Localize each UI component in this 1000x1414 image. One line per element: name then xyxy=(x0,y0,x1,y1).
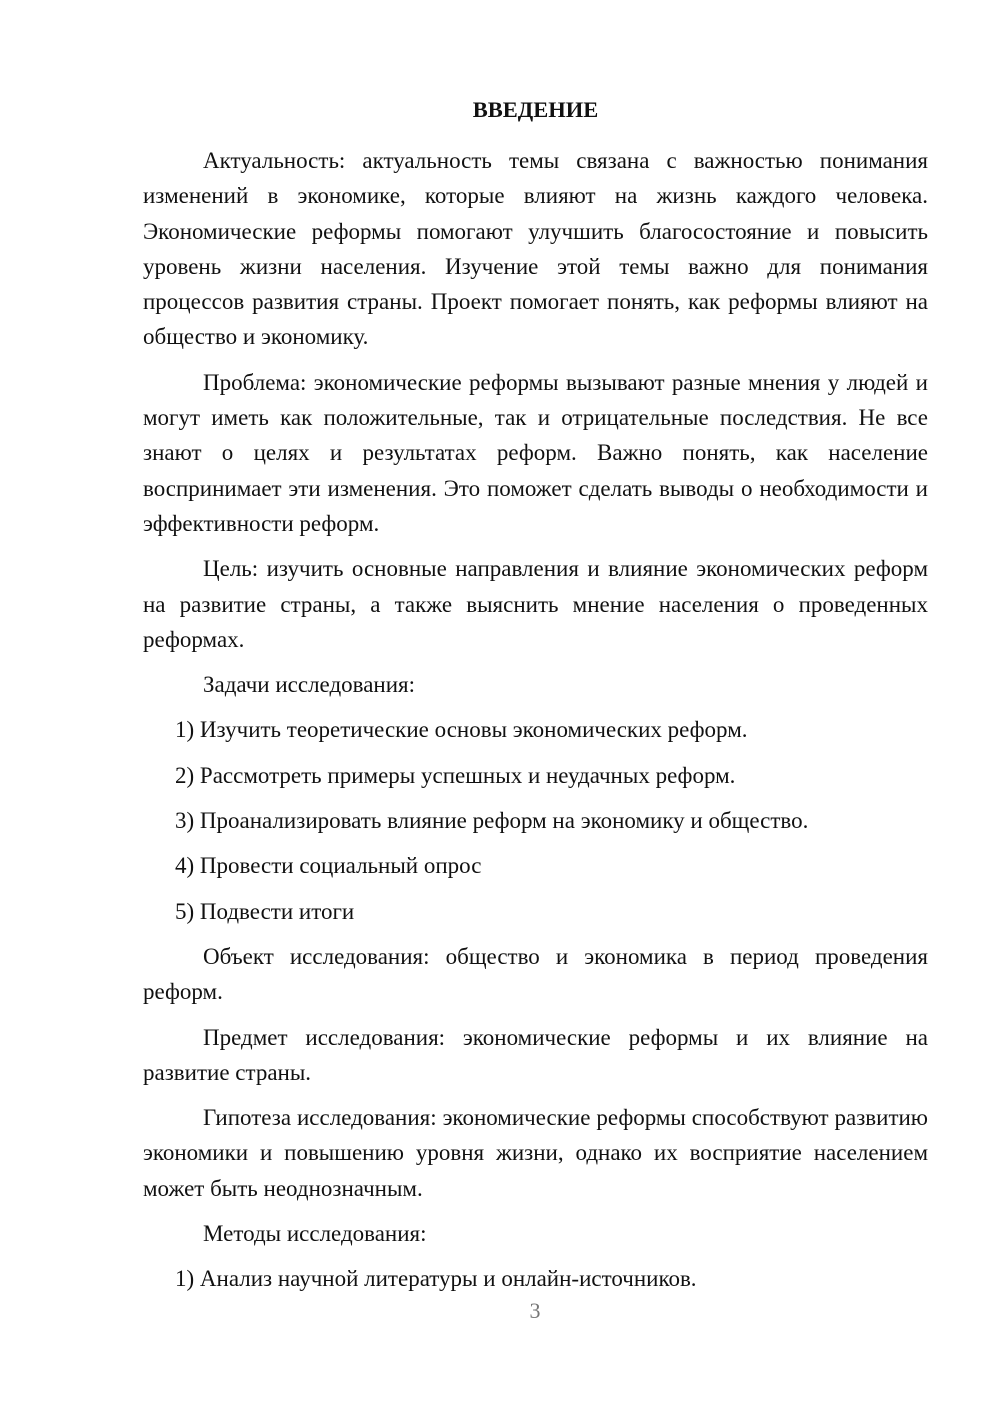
methods-list xyxy=(143,1261,928,1296)
task-item: 5) Подвести итоги xyxy=(175,898,355,924)
tasks-heading: Задачи исследования: xyxy=(203,672,416,698)
relevance-paragraph: Актуальность: актуальность темы связана с важностью понимания изменений в экономике, которые влияют на жизнь каждого человека. Экономические реформы помогают улучшить благосостояние и повысить уровень жизни населения. Изучение этой темы важно для понимания процессов развития страны. Проект помогает понять, как реформы влияют на общество и экономику. xyxy=(143,148,928,350)
page-number: 3 xyxy=(529,1298,541,1323)
method-item: 1) Анализ научной литературы и онлайн-источников. xyxy=(175,1266,697,1292)
subject-paragraph: Предмет исследования: экономические реформы и их влияние на развитие страны. xyxy=(143,1024,928,1085)
hypothesis-paragraph: Гипотеза исследования: экономические реформы способствуют развитию экономики и повышению уровня жизни, однако их восприятие населением может быть неоднозначным. xyxy=(143,1105,928,1201)
problem-paragraph: Проблема: экономические реформы вызывают разные мнения у людей и могут иметь как положительные, так и отрицательные последствия. Не все знают о целях и результатах реформ. Важно понять, как население воспринимает эти изменения. Это поможет сделать выводы о необходимости и эффективности реформ. xyxy=(143,369,928,536)
tasks-list xyxy=(143,712,928,928)
goal-paragraph: Цель: изучить основные направления и влияние экономических реформ на развитие страны, а также выяснить мнение населения о проведенных реформах. xyxy=(143,556,928,652)
page-content xyxy=(143,92,928,1307)
methods-heading: Методы исследования: xyxy=(203,1221,427,1247)
page-title: ВВЕДЕНИЕ xyxy=(472,97,599,122)
task-item: 3) Проанализировать влияние реформ на экономику и общество. xyxy=(175,808,809,834)
object-paragraph: Объект исследования: общество и экономика в период проведения реформ. xyxy=(143,943,928,1005)
task-item: 1) Изучить теоретические основы экономических реформ. xyxy=(175,717,748,743)
task-item: 2) Рассмотреть примеры успешных и неудачных реформ. xyxy=(175,762,736,788)
task-item: 4) Провести социальный опрос xyxy=(175,853,482,879)
